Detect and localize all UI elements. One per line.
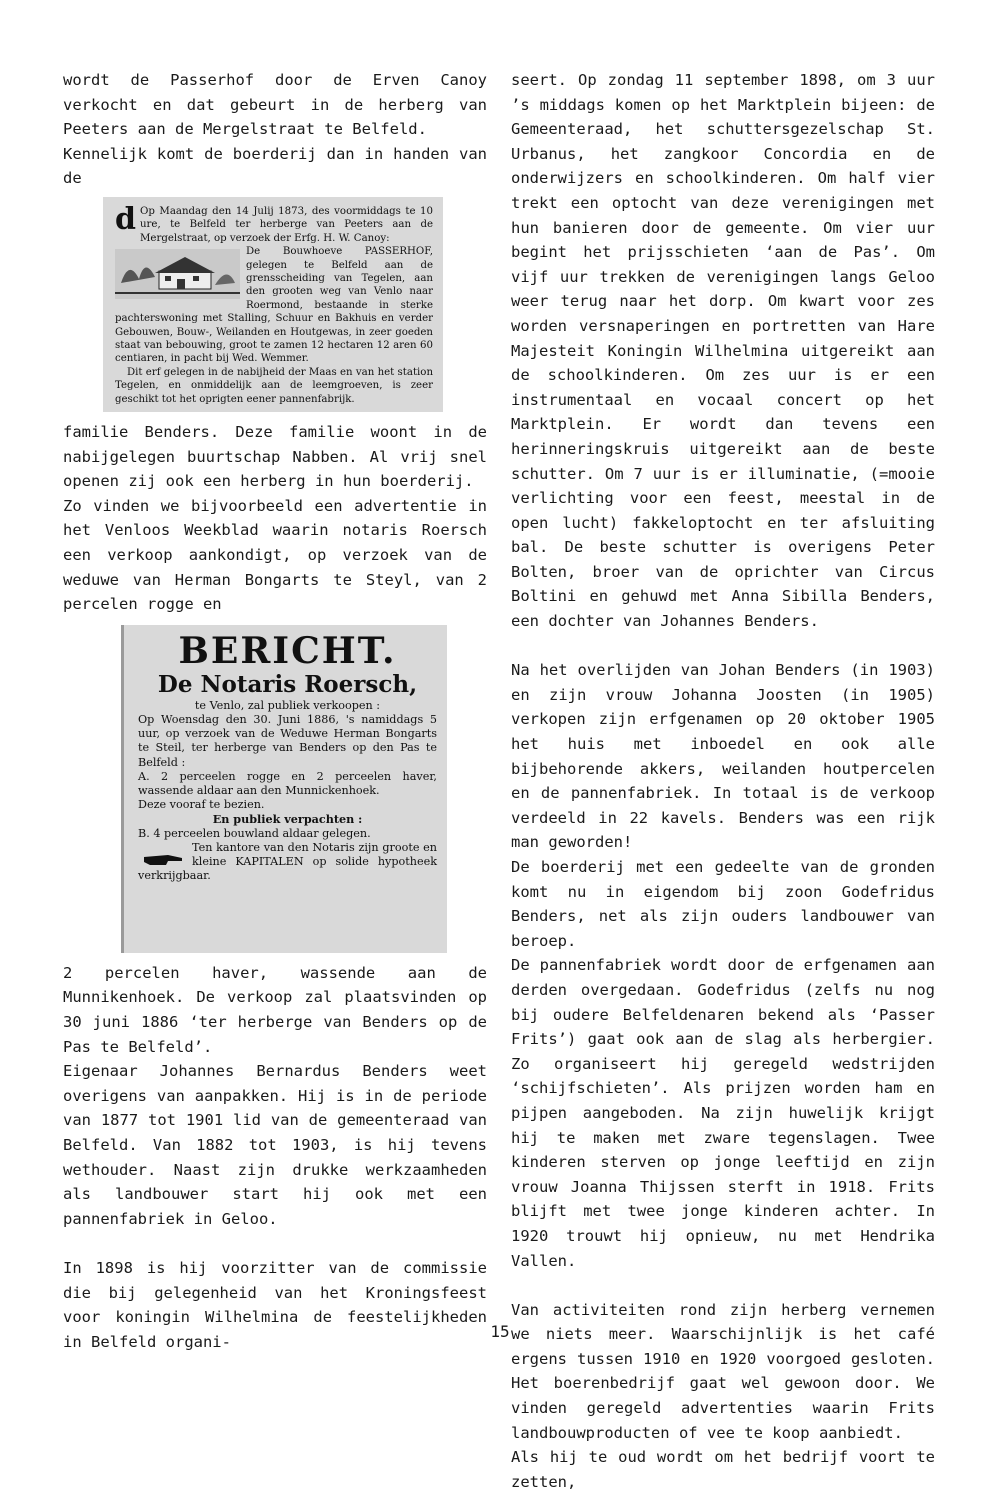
paragraph: wordt de Passerhof door de Erven Canoy verkocht en dat gebeurt in de herberg van Peeters aan de Mergelstraat te Belfeld.: [63, 71, 487, 139]
clipping-text: Dit erf gelegen in de nabijheid der Maas en van het station Tegelen, en onmiddelijk aan de leemgroeven, is zeer geschikt tot het oprigten eener pannenfabrijk.: [115, 366, 433, 405]
paragraph-gap: [511, 634, 935, 659]
clipping-text: En publiek verpachten :: [212, 812, 363, 827]
paragraph: seert. Op zondag 11 september 1898, om 3 uur ’s middags komen op het Marktplein bijeen: de Gemeenteraad, het schuttersgezelschap St. Urbanus, het zangkoor Concordia en de onderwijzers en schoolkinderen. Om half vier trekt een optocht van deze verenigingen met hun banieren door de gemeente. Om vier uur begint het prijsschieten ‘aan de Pas’. Om vijf uur trekken de verenigingen langs Geloo weer terug naar het dorp. Om kwart voor zes worden versnaperingen en portretten van Hare Majesteit Koningin Wilhelmina uitgereikt aan de schoolkinderen. Om zes uur is er een instrumentaal en vocaal concert op het Marktplein. Er wordt dan tevens een herinneringskruis uitgereikt aan de beste schutter. Om 7 uur is er illuminatie, (=mooie verlichting voor een feest, meestal in de open lucht) fakkeloptocht en ter afsluiting bal. De beste schutter is overigens Peter Bolten, broer van de oprichter van Circus Boltini en gehuwd met Anna Sibilla Benders, een dochter van Johannes Benders.: [511, 71, 935, 631]
paragraph: In 1898 is hij voorzitter van de commissie die bij gelegenheid van het Kroningsfeest voor koningin Wilhelmina de feestelijkheden in Belfeld organi-: [63, 1258, 487, 1351]
clipping-text: Op Woensdag den 30. Juni 1886, 's namiddags 5 uur, op verzoek van de Weduwe Herman Bongarts te Steil, ter herberge van Benders op den Pas te Belfeld :: [138, 713, 437, 769]
clipping-text: Deze vooraf te bezien.: [138, 798, 265, 812]
paragraph-gap: [63, 1231, 487, 1256]
clipping-text: A. 2 perceelen rogge en 2 perceelen haver, wassende aldaar aan den Munnickenhoek.: [138, 769, 437, 798]
clipping-initial: d: [115, 201, 136, 237]
clipping-text: te Venlo, zal publiek verkoopen :: [194, 698, 381, 712]
pointing-hand-icon: [142, 849, 186, 869]
paragraph: De boerderij met een gedeelte van de gronden komt nu in eigendom bij zoon Godefridus Benders, net als zijn ouders landbouwer van beroep.: [511, 858, 935, 950]
paragraph: Als hij te oud wordt om het bedrijf voort te zetten,: [511, 1448, 935, 1491]
paragraph: Zo vinden we bijvoorbeeld een advertentie in het Venloos Weekblad waarin notaris Roersch een verkoop aankondigt, op verzoek van de weduwe van Herman Bongarts te Steyl, van 2 percelen rogge en: [63, 496, 487, 614]
left-column: [63, 68, 487, 1354]
page-number: 15: [490, 1322, 510, 1341]
paragraph: De pannenfabriek wordt door de erfgenamen aan derden overgedaan. Godefridus (zelfs nu nog bij oudere Belfeldenaren bekend als ‘Passer Frits’) gaat ook aan de slag als herbergier. Zo organiseert hij geregeld wedstrijden ‘schijfschieten’. Als prijzen worden ham en pijpen aangeboden. Na zijn huwelijk krijgt hij te maken met zware tegenslagen. Twee kinderen sterven op jonge leeftijd en zijn vrouw Joanna Thijssen sterft in 1918. Frits blijft met twee jonge kinderen achter. In 1920 trouwt hij opnieuw, nu met Hendrika Vallen.: [511, 956, 935, 1270]
paragraph: Kennelijk komt de boerderij dan in handen van de: [63, 144, 487, 188]
clipping-text: B. 4 perceelen bouwland aldaar gelegen.: [138, 826, 371, 840]
paragraph: Van activiteiten rond zijn herberg vernemen we niets meer. Waarschijnlijk is het café ergens tussen 1910 en 1920 voorgoed gesloten. Het boerenbedrijf gaat wel gewoon door. We vinden geregeld advertenties waarin Frits landbouwproducten of vee te koop aanbiedt.: [511, 1300, 935, 1442]
newspaper-clipping-bericht: [121, 625, 447, 953]
right-column: [511, 68, 935, 1494]
clipping-text: Ten kantore van den Notaris zijn groote en kleine KAPITALEN op solide hypotheek verkrijgbaar.: [138, 840, 437, 883]
paragraph: Na het overlijden van Johan Benders (in 1903) en zijn vrouw Johanna Joosten (in 1905) verkopen zijn erfgenamen op 20 oktober 1905 het huis met inboedel en ook alle bijbehorende akkers, weilanden houtpercelen en de pannenfabriek. In totaal is de verkoop verdeeld in 22 kavels. Benders was een rijk man geworden!: [511, 661, 935, 852]
paragraph: familie Benders. Deze familie woont in de nabijgelegen buurtschap Nabben. Al vrij snel openen zij ook een herberg in hun boerderij.: [63, 423, 487, 491]
clipping-text: Op Maandag den 14 Julij 1873, des voormiddags te 10 ure, te Belfeld ter herberge van Peeters aan de Mergelstraat, op verzoek der Erfg. H. W. Canoy:: [139, 205, 433, 244]
paragraph: Eigenaar Johannes Bernardus Benders weet overigens van aanpakken. Hij is in de periode van 1877 tot 1901 lid van de gemeenteraad van Belfeld. Van 1882 tot 1903, is hij tevens wethouder. Naast zijn drukke werkzaamheden als landbouwer start hij ook met een pannenfabriek in Geloo.: [63, 1062, 487, 1228]
clipping-text: De Bouwhoeve PASSERHOF, gelegen te Belfeld aan de grensscheiding van Tegelen, aan den grooten weg van Venlo naar Roermond, bestaande in sterke pachterswoning met Stalling, Schuur en Bakhuis en verder Gebouwen, Bouw-, Weilanden en Houtgewas, in zeer goeden staat van bebouwing, groot te zamen 12 hectaren 12 aren 60 centiaren, in pacht bij Wed. Wemmer.: [115, 246, 433, 365]
newspaper-clipping-passerhof: [103, 197, 443, 412]
paragraph: 2 percelen haver, wassende aan de Munnikenhoek. De verkoop zal plaatsvinden op 30 juni 1886 ‘ter herberge van Benders op de Pas te Belfeld’.: [63, 963, 487, 1056]
farmhouse-illustration-icon: [115, 249, 240, 299]
paragraph-gap: [511, 1273, 935, 1298]
clipping-title: BERICHT.: [178, 629, 397, 672]
clipping-subtitle: De Notaris Roersch,: [157, 670, 418, 698]
